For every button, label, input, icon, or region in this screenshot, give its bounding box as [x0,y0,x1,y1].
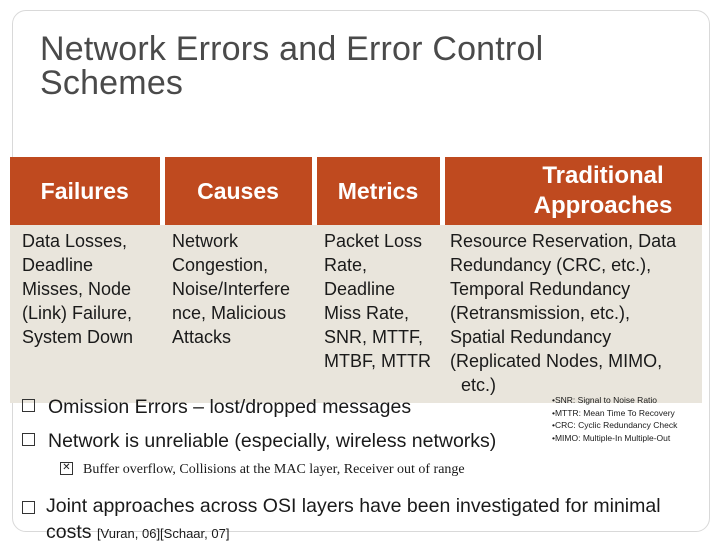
header-metrics: Metrics [314,157,442,225]
cell-traditional-approaches: Resource Reservation, Data Redundancy (CRC, etc.), Temporal Redundancy (Retransmission, etc.), Spatial Redundancy (Replicated Nodes, MIMO, etc.) [442,225,702,403]
cell-metrics: Packet Loss Rate, Deadline Miss Rate, SNR, MTTF, MTBF, MTTR [314,225,442,403]
square-bullet-icon [22,501,35,514]
header-failures: Failures [10,157,162,225]
citation: [Vuran, 06][Schaar, 07] [96,526,230,541]
sub-bullet-causes: ✕ Buffer overflow, Collisions at the MAC layer, Receiver out of range [60,462,465,478]
note-mimo: •MIMO: Multiple-In Multiple-Out [552,432,671,443]
square-bullet-icon [22,399,35,412]
square-bullet-icon [22,433,35,446]
slide-title [40,32,680,100]
checkbox-bullet-icon: ✕ [60,462,73,475]
cell-failures: Data Losses, Deadline Misses, Node (Link) Failure, System Down [10,225,162,403]
abbreviation-notes [552,394,677,444]
cell-causes: Network Congestion, Noise/Interfere nce, Malicious Attacks [162,225,314,403]
error-control-table [10,157,702,403]
table-header-row [10,157,702,225]
header-causes: Causes [162,157,314,225]
bullet-network-unreliable: Network is unreliable (especially, wireless networks) [22,430,496,453]
note-crc: •CRC: Cyclic Redundancy Check [552,420,678,430]
table-row [10,225,702,403]
title-line-2: Schemes [40,64,184,102]
title-line-1: Network Errors and Error Control [40,30,544,68]
bullet-omission-errors: Omission Errors – lost/dropped messages [22,396,411,419]
header-traditional-approaches: Traditional Approaches [442,157,702,225]
note-snr: •SNR: Signal to Noise Ratio [552,395,658,405]
bullet-joint-approaches: Joint approaches across OSI layers have been investigated for minimal costs [Vuran, 06][Schaar, 07] [22,493,662,547]
note-mttr: •MTTR: Mean Time To Recovery [552,407,675,418]
